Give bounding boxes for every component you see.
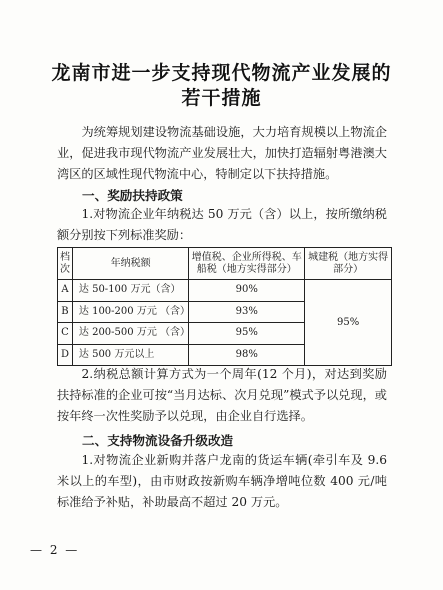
row-index: D (58, 344, 73, 366)
row-amount: 达 200-500 万元 （含） (72, 323, 188, 345)
page-number: — 2 — (30, 543, 80, 557)
section2-item1: 1.对物流企业新购并落户龙南的货运车辆(牵引车及 9.6 米以上的车型)，由市财政按新购车辆净增吨位数 400 元/吨标准给予补贴，补助最高不超过 20 万元。 (57, 453, 387, 509)
table-row (58, 280, 392, 302)
document-title-line1: 龙南市进一步支持现代物流产业发展的 (51, 62, 392, 84)
row-index: B (58, 301, 73, 323)
section1-item1: 1.对物流企业年纳税达 50 万元（含）以上，按所缴纳税额分别按下列标准奖励： (57, 207, 387, 242)
row-vat: 95% (189, 323, 305, 345)
intro-paragraph: 为统筹规划建设物流基础设施，大力培育规模以上物流企业，促进我市现代物流产业发展壮大，加快打造辐射粤港澳大湾区的区域性现代物流中心，特制定以下扶持措施。 (57, 125, 387, 181)
table-header-row (58, 248, 392, 280)
row-index: A (58, 280, 73, 302)
document-title-line2: 若干措施 (181, 87, 262, 109)
row-amount: 达 100-200 万元 （含） (72, 301, 188, 323)
row-index: C (58, 323, 73, 345)
row-amount: 达 500 万元以上 (72, 344, 188, 366)
header-city: 城建税（地方实得部分） (305, 248, 392, 280)
city-tax-value: 95% (305, 280, 392, 366)
row-vat: 93% (189, 301, 305, 323)
header-amount: 年纳税额 (72, 248, 188, 280)
reward-table (57, 247, 392, 366)
header-vat: 增值税、企业所得税、车船税（地方实得部分） (189, 248, 305, 280)
section2-heading: 二、支持物流设备升级改造 (82, 433, 234, 448)
row-amount: 达 50-100 万元（含） (72, 280, 188, 302)
section1-heading: 一、奖励扶持政策 (82, 188, 183, 203)
header-index: 档次 (58, 248, 73, 280)
section1-item2: 2.纳税总额计算方式为一个周年(12 个月)，对达到奖励扶持标准的企业可按“当月达标、次月兑现”模式予以兑现，或按年终一次性奖励予以兑现，由企业自行选择。 (57, 367, 387, 423)
row-vat: 90% (189, 280, 305, 302)
row-vat: 98% (189, 344, 305, 366)
